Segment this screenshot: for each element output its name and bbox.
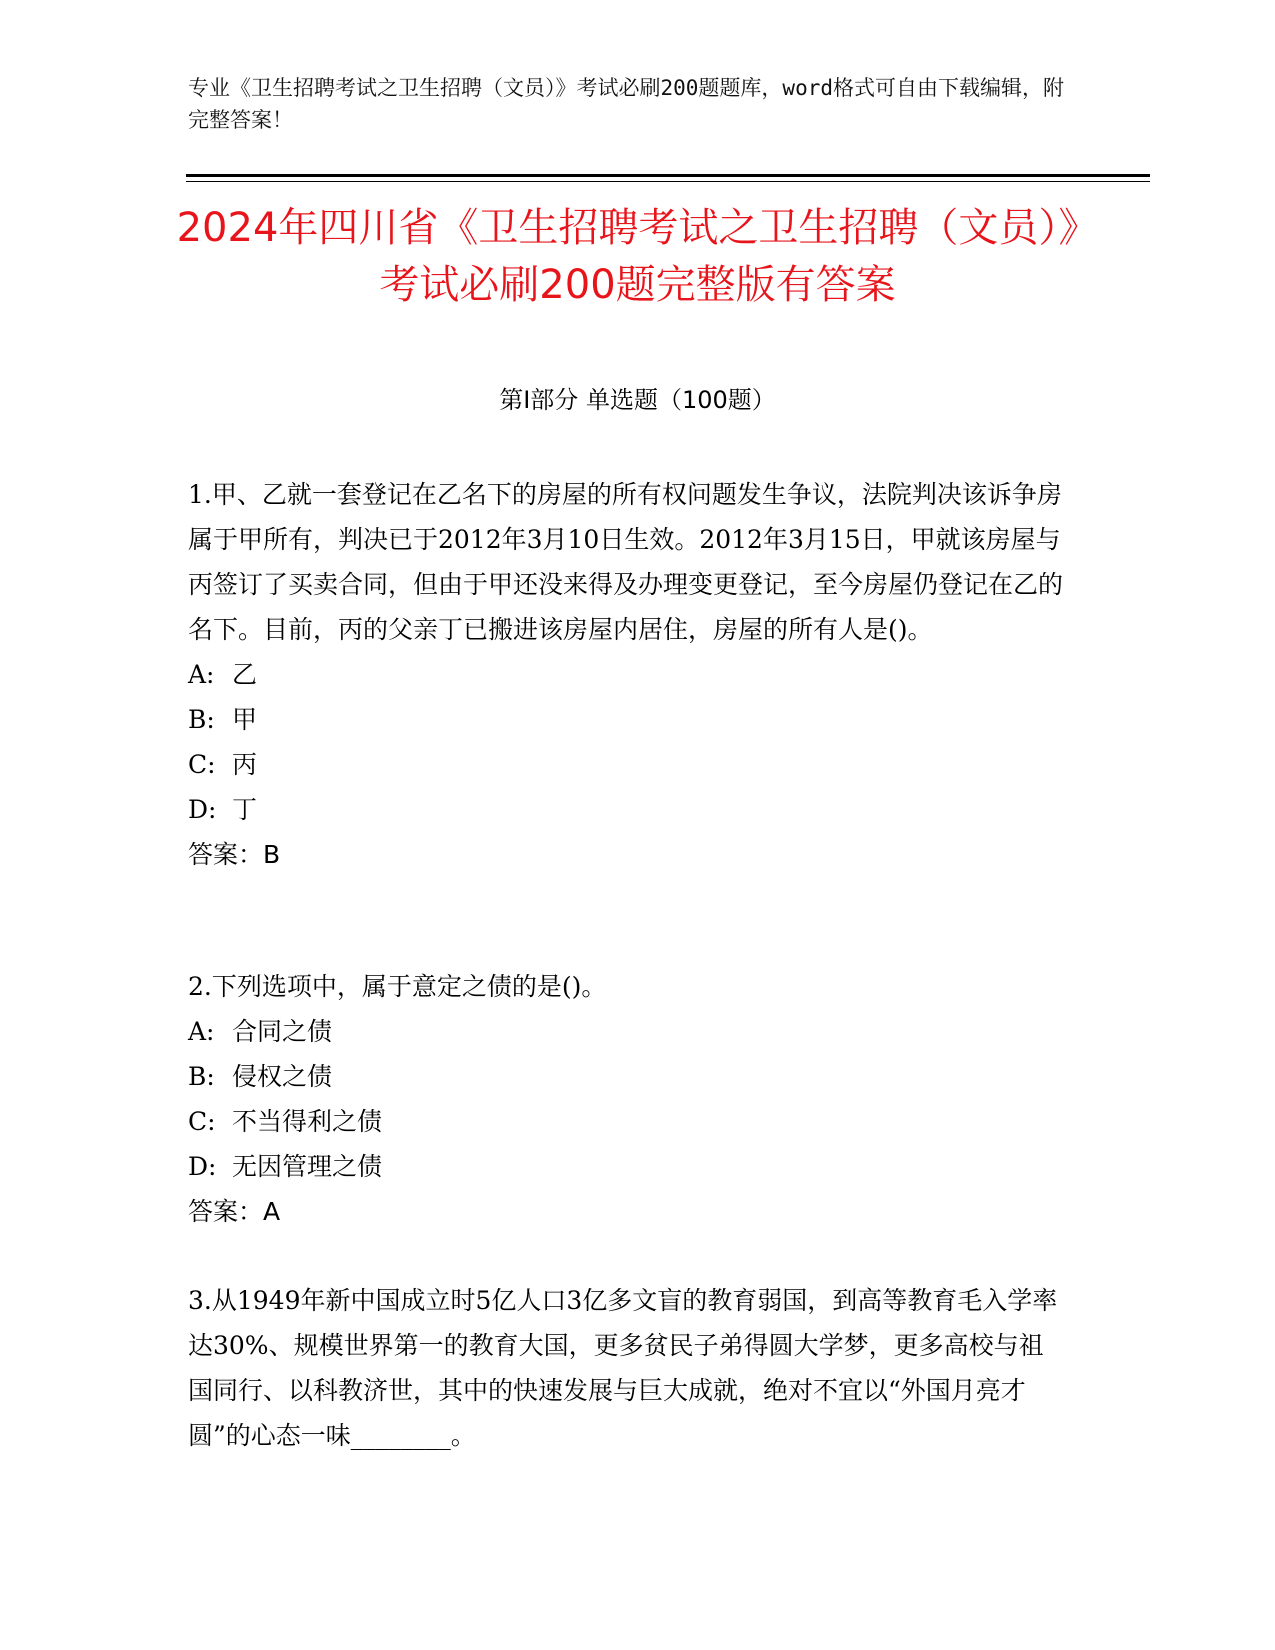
option-text: 无因管理之债 — [232, 1152, 383, 1181]
option-c — [188, 1099, 1068, 1144]
option-d — [188, 1144, 1068, 1189]
header-rule-thick — [186, 174, 1150, 177]
question-3 — [188, 1278, 1068, 1458]
option-text: 丙 — [232, 750, 258, 779]
option-letter: A: — [188, 1017, 215, 1046]
option-text: 不当得利之债 — [232, 1107, 383, 1136]
question-stem: 1.甲、乙就一套登记在乙名下的房屋的所有权问题发生争议，法院判决该诉争房属于甲所有，判决已于2012年3月10日生效。2012年3月15日，甲就该房屋与丙签订了买卖合同，但由于甲还没来得及办理变更登记，至今房屋仍登记在乙的名下。目前，丙的父亲丁已搬进该房屋内居住，房屋的所有人是()。 — [188, 480, 1064, 644]
option-letter: A: — [188, 660, 215, 689]
option-text: 乙 — [232, 660, 258, 689]
question-stem: 3.从1949年新中国成立时5亿人口3亿多文盲的教育弱国，到高等教育毛入学率达30%、规模世界第一的教育大国，更多贫民子弟得圆大学梦，更多高校与祖国同行、以科教济世，其中的快速发展与巨大成就，绝对不宜以“外国月亮才圆”的心态一味________。 — [188, 1286, 1058, 1450]
option-letter: B: — [188, 705, 215, 734]
option-list — [188, 652, 1068, 832]
answer-line: 答案：B — [188, 840, 281, 869]
header-note: 专业《卫生招聘考试之卫生招聘（文员）》考试必刷200题题库，word格式可自由下载编辑，附完整答案！ — [188, 76, 1064, 132]
answer-line: 答案：A — [188, 1197, 281, 1226]
option-letter: D: — [188, 1152, 217, 1181]
option-text: 丁 — [232, 795, 258, 824]
document-title: 2024年四川省《卫生招聘考试之卫生招聘（文员）》考试必刷200题完整版有答案 — [176, 205, 1099, 308]
option-letter: C: — [188, 750, 216, 779]
option-text: 侵权之债 — [232, 1062, 333, 1091]
question-2 — [188, 964, 1068, 1234]
section-title: 第Ⅰ部分 单选题（100题） — [499, 386, 776, 414]
option-letter: C: — [188, 1107, 216, 1136]
option-b — [188, 1054, 1068, 1099]
option-a — [188, 1009, 1068, 1054]
question-1 — [188, 472, 1068, 877]
header-rule-thin — [186, 181, 1150, 182]
option-a — [188, 652, 1068, 697]
option-b — [188, 697, 1068, 742]
option-text: 合同之债 — [232, 1017, 333, 1046]
option-c — [188, 742, 1068, 787]
option-list — [188, 1009, 1068, 1189]
option-letter: D: — [188, 795, 217, 824]
option-d — [188, 787, 1068, 832]
option-letter: B: — [188, 1062, 215, 1091]
option-text: 甲 — [232, 705, 258, 734]
question-stem: 2.下列选项中，属于意定之债的是()。 — [188, 972, 607, 1001]
